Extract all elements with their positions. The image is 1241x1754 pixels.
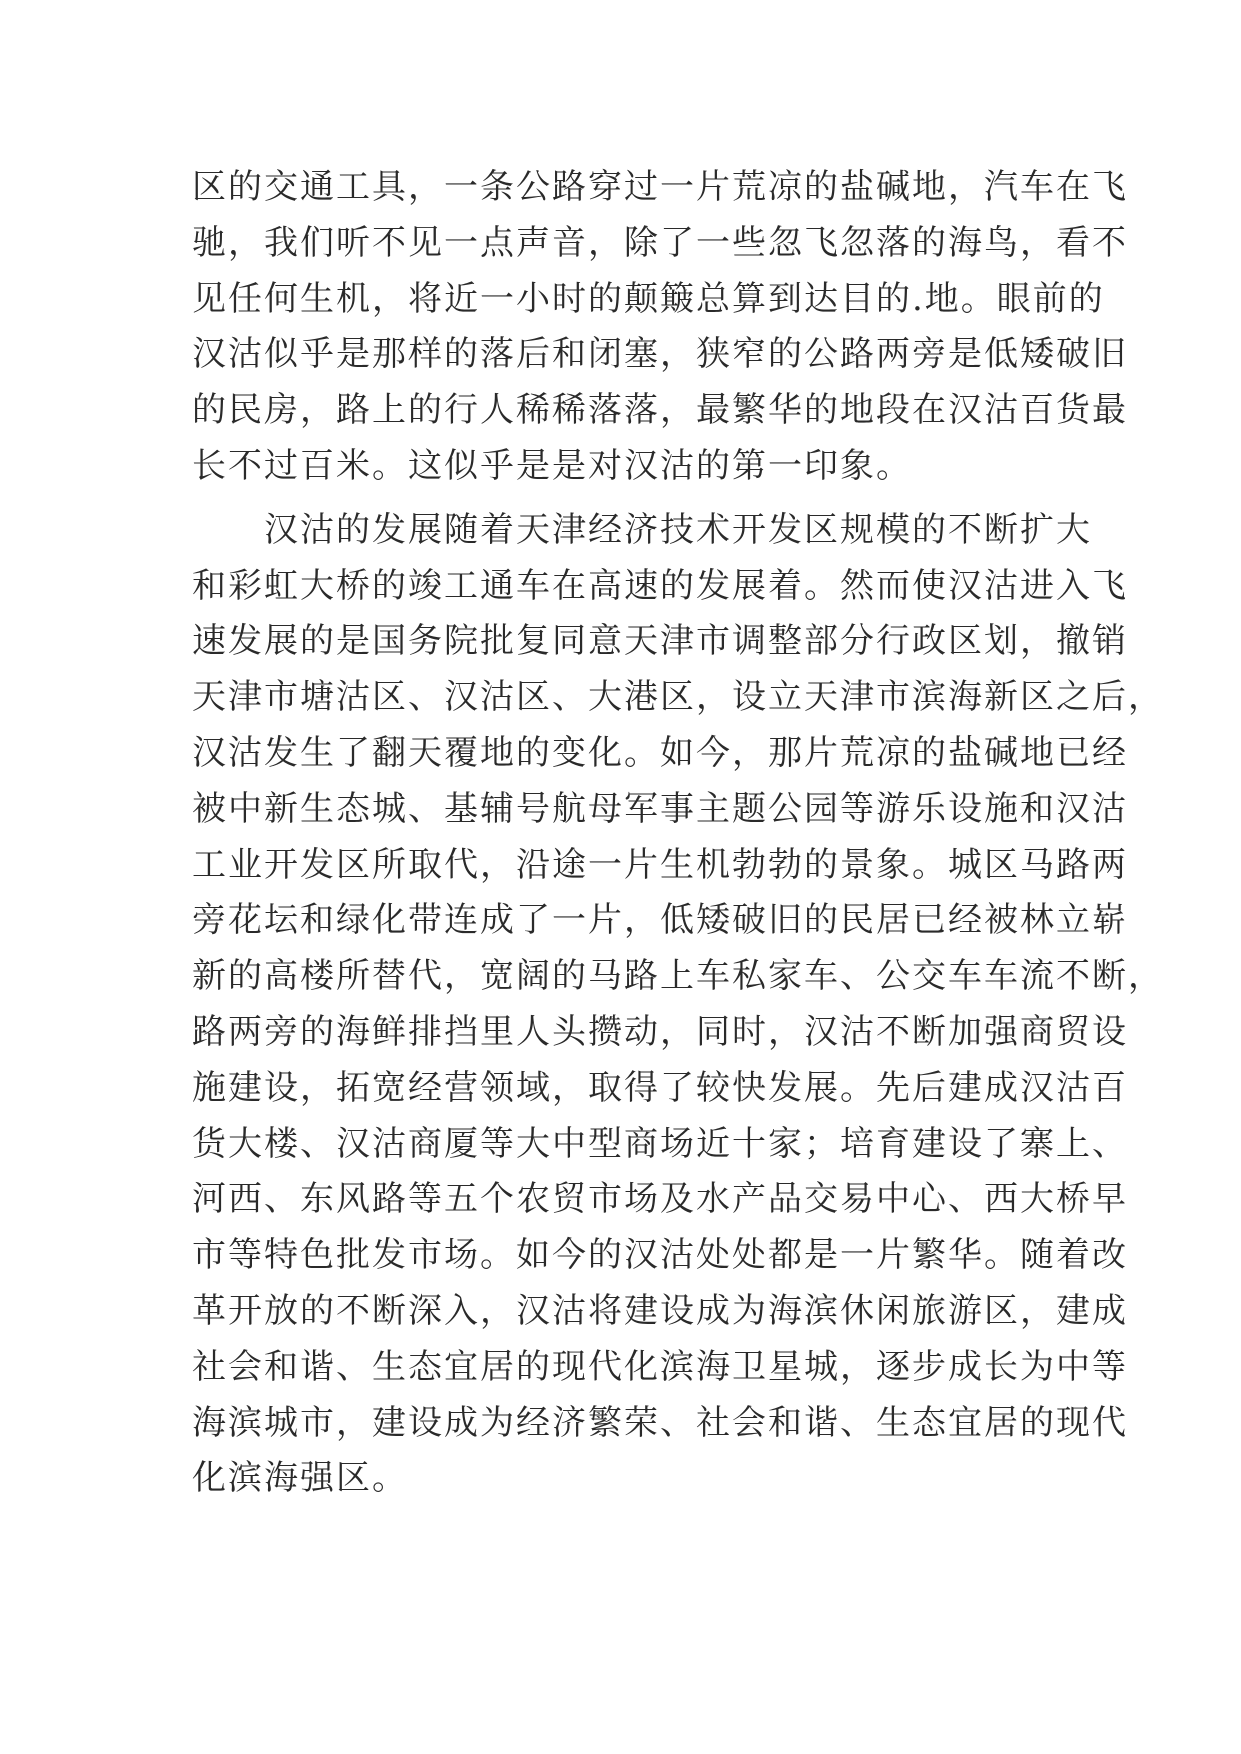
- text-line: 和彩虹大桥的竣工通车在高速的发展着。然而使汉沽进入飞: [192, 565, 1128, 606]
- text-line: 长不过百米。这似乎是是对汉沽的第一印象。: [192, 445, 912, 486]
- text-line: 市等特色批发市场。如今的汉沽处处都是一片繁华。随着改: [192, 1235, 1128, 1276]
- text-line: 区的交通工具，一条公路穿过一片荒凉的盐碱地，汽车在飞: [192, 167, 1128, 207]
- text-line: 汉沽的发展随着天津经济技术开发区规模的不断扩大: [192, 509, 1092, 550]
- text-line: 河西、东风路等五个农贸市场及水产品交易中心、西大桥早: [192, 1179, 1128, 1220]
- text-line: 被中新生态城、基辅号航母军事主题公园等游乐设施和汉沽: [192, 788, 1128, 829]
- text-line: 路两旁的海鲜排挡里人头攒动，同时，汉沽不断加强商贸设: [192, 1011, 1128, 1052]
- text-line: 新的高楼所替代，宽阔的马路上车私家车、公交车车流不断，: [192, 956, 1164, 997]
- text-line: 施建设，拓宽经营领域，取得了较快发展。先后建成汉沽百: [192, 1067, 1128, 1108]
- text-line: 社会和谐、生态宜居的现代化滨海卫星城，逐步成长为中等: [192, 1346, 1128, 1387]
- text-line: 天津市塘沽区、汉沽区、大港区，设立天津市滨海新区之后，: [192, 677, 1164, 718]
- text-line: 汉沽发生了翻天覆地的变化。如今，那片荒凉的盐碱地已经: [192, 732, 1128, 773]
- paragraph-1: [192, 160, 1128, 495]
- text-line: 海滨城市，建设成为经济繁荣、社会和谐、生态宜居的现代: [192, 1402, 1128, 1443]
- text-line: 化滨海强区。: [192, 1458, 408, 1499]
- paragraph-2: [192, 503, 1164, 1507]
- text-line: 见任何生机，将近一小时的颠簸总算到达目的.地。眼前的: [192, 278, 1105, 319]
- text-line: 速发展的是国务院批复同意天津市调整部分行政区划，撤销: [192, 621, 1128, 662]
- text-line: 货大楼、汉沽商厦等大中型商场近十家；培育建设了寨上、: [192, 1123, 1128, 1164]
- paragraph-gap: [192, 495, 1072, 503]
- text-line: 革开放的不断深入，汉沽将建设成为海滨休闲旅游区，建成: [192, 1290, 1128, 1331]
- document-body: [192, 160, 1164, 1507]
- text-line: 驰，我们听不见一点声音，除了一些忽飞忽落的海鸟，看不: [192, 222, 1128, 263]
- text-line: 旁花坛和绿化带连成了一片，低矮破旧的民居已经被林立崭: [192, 900, 1128, 941]
- text-line: 工业开发区所取代，沿途一片生机勃勃的景象。城区马路两: [192, 844, 1128, 885]
- text-line: 的民房，路上的行人稀稀落落，最繁华的地段在汉沽百货最: [192, 390, 1128, 431]
- text-line: 汉沽似乎是那样的落后和闭塞，狭窄的公路两旁是低矮破旧: [192, 334, 1128, 375]
